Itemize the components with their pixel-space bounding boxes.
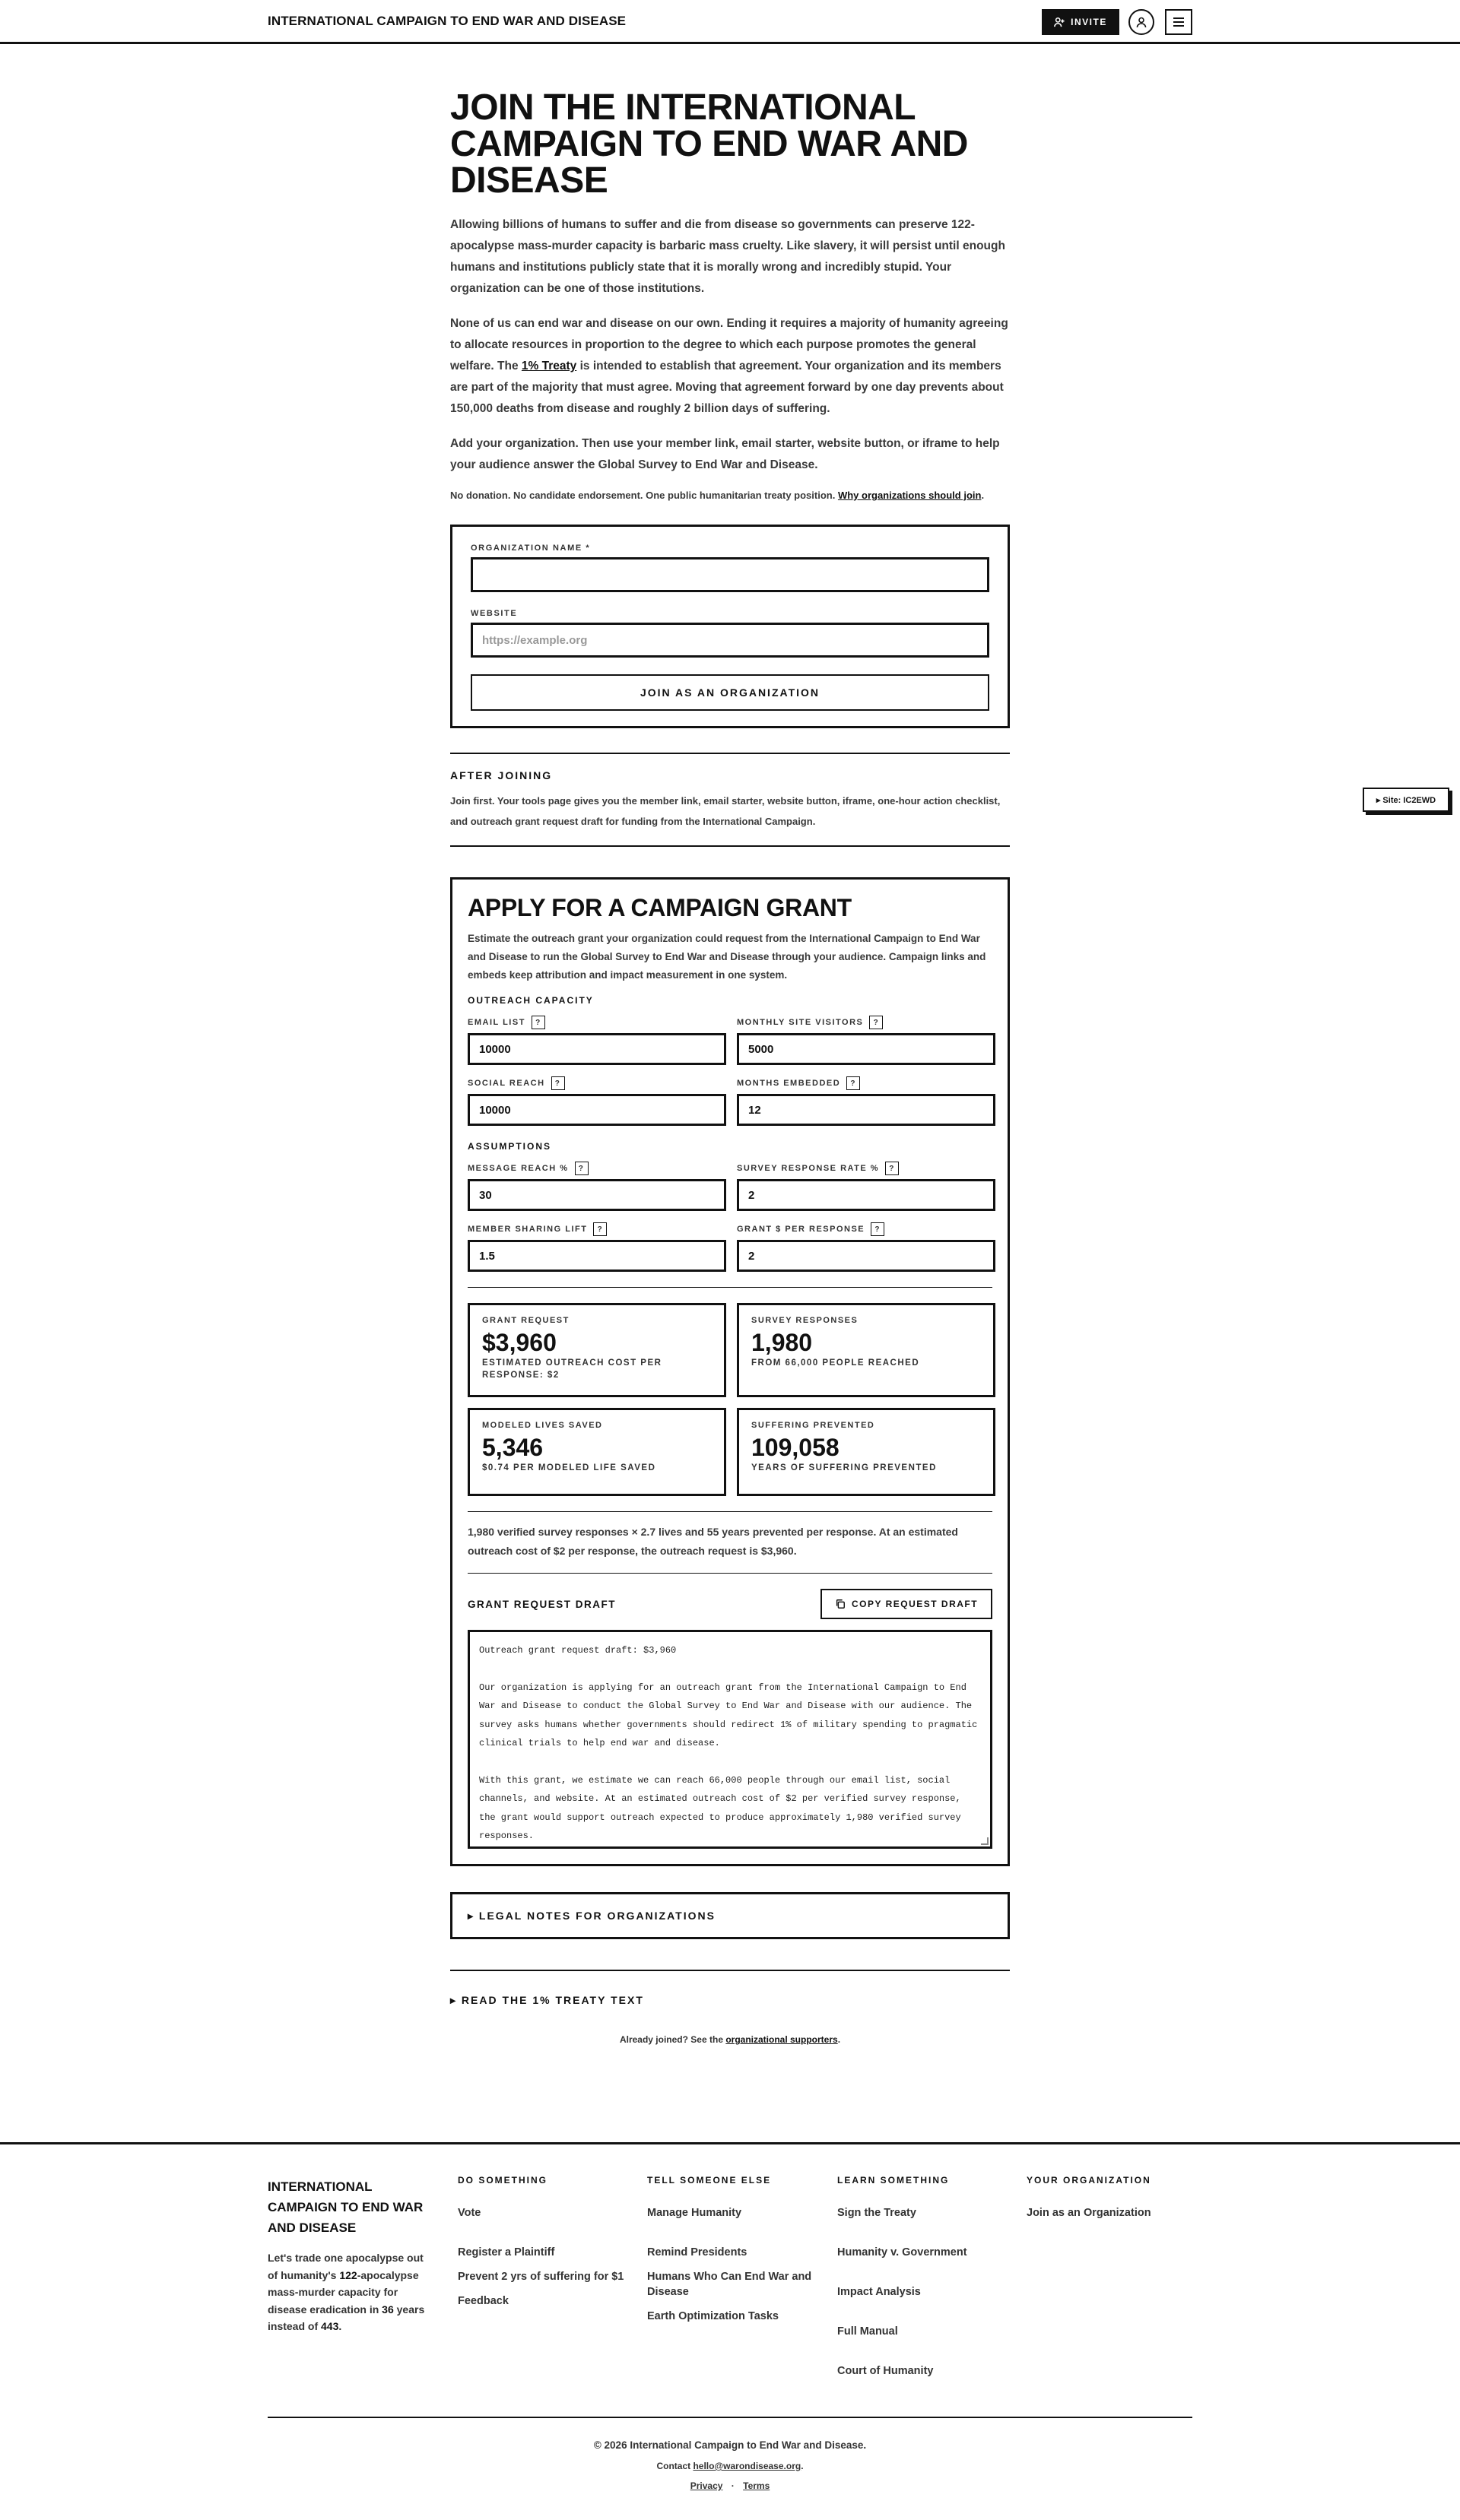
divider [450, 1970, 1010, 1971]
legal-links [0, 2480, 1460, 2491]
help-icon[interactable]: ? [593, 1222, 607, 1236]
website-label: WEBSITE [471, 609, 518, 618]
footer-brand[interactable]: INTERNATIONAL CAMPAIGN TO END WAR AND DISEASE [268, 2179, 424, 2235]
site-badge[interactable]: ▸ Site: IC2EWD [1363, 788, 1449, 812]
grant-calculator [450, 877, 1010, 1866]
grant-request-label: GRANT REQUEST [482, 1316, 570, 1325]
help-icon[interactable]: ? [885, 1162, 899, 1175]
after-joining-text: Join first. Your tools page gives you the member link, email starter, website button, iframe, one-hour action checklist, and outreach grant request draft for funding from the International Campaign. [450, 795, 1001, 827]
footer-col-title: YOUR ORGANIZATION [1027, 2175, 1151, 2186]
resize-handle-icon[interactable] [981, 1837, 989, 1845]
footer-tagline [268, 2249, 427, 2335]
footer-col-title: LEARN SOMETHING [837, 2175, 950, 2186]
lives-saved-label: MODELED LIVES SAVED [482, 1421, 603, 1430]
suffering-card [737, 1408, 995, 1496]
email-list-input[interactable] [468, 1033, 726, 1065]
suffering-value: 109,058 [751, 1434, 840, 1461]
invite-label: INVITE [1071, 17, 1107, 27]
suffering-label: SUFFERING PREVENTED [751, 1421, 875, 1430]
monthly-visitors-field [737, 1015, 995, 1065]
monthly-visitors-input[interactable] [737, 1033, 995, 1065]
intro-paragraph-3: Add your organization. Then use your member link, email starter, website button, or iframe to help your audience answer the Global Survey to End War and Disease. [450, 437, 1000, 471]
draft-paragraph-2: With this grant, we estimate we can reach 66,000 people through our email list, social channels, and website. At an estimated outreach cost of $2 per verified survey response, the grant would support outreach expected to produce approximately 1,980 verified survey responses. [479, 1774, 966, 1841]
contact-email-link[interactable]: hello@warondisease.org [693, 2461, 801, 2471]
lives-saved-card [468, 1408, 726, 1496]
account-button[interactable] [1128, 9, 1154, 35]
already-joined-note [450, 2034, 1010, 2045]
draft-header [468, 1589, 992, 1619]
help-icon[interactable]: ? [532, 1016, 545, 1029]
intro-paragraph-2 [450, 313, 1010, 420]
email-list-field [468, 1015, 726, 1065]
sharing-lift-input[interactable] [468, 1240, 726, 1272]
site-footer [0, 2142, 1460, 2520]
grant-description: Estimate the outreach grant your organization could request from the International Campaign to End War and Disease to run the Global Survey to End War and Disease through your audience. Campaign links and embeds keep attribution and impact measurement in one system. [468, 933, 986, 981]
results-grid [468, 1303, 992, 1496]
after-joining-title: AFTER JOINING [450, 769, 553, 781]
privacy-link[interactable]: Privacy [690, 2480, 723, 2491]
help-icon[interactable]: ? [869, 1016, 883, 1029]
footer-col-your-organization [1027, 2175, 1201, 2220]
footer-link[interactable]: Feedback [458, 2295, 509, 2307]
treaty-text-toggle[interactable]: ▸ READ THE 1% TREATY TEXT [450, 1994, 644, 2006]
page-title: JOIN THE INTERNATIONAL CAMPAIGN TO END WAR AND DISEASE [450, 87, 968, 201]
join-form [450, 525, 1010, 728]
footer-col-tell-someone [647, 2175, 822, 2324]
survey-responses-label: SURVEY RESPONSES [751, 1316, 859, 1325]
menu-button[interactable] [1165, 9, 1192, 35]
message-reach-input[interactable] [468, 1179, 726, 1211]
invite-button[interactable] [1042, 9, 1119, 35]
assumptions-label: ASSUMPTIONS [468, 1141, 552, 1152]
intro-p2-before: None of us can end war and disease on our own. Ending it requires a majority of humanity agreeing to allocate resources in proportion to the degree to which each purpose promotes the general welfare. The [450, 317, 1008, 372]
monthly-visitors-label: MONTHLY SITE VISITORS [737, 1018, 864, 1027]
copy-icon [835, 1599, 846, 1609]
lives-saved-sub: $0.74 PER MODELED LIFE SAVED [482, 1463, 656, 1472]
help-icon[interactable]: ? [551, 1076, 565, 1090]
footer-link[interactable]: Court of Humanity [837, 2365, 934, 2377]
help-icon[interactable]: ? [846, 1076, 860, 1090]
tag-number: 443 [321, 2320, 339, 2332]
already-after: . [837, 2034, 841, 2045]
copyright: © 2026 International Campaign to End War and Disease. [593, 2439, 867, 2451]
legal-notes-toggle[interactable]: ▸ LEGAL NOTES FOR ORGANIZATIONS [450, 1892, 1010, 1939]
website-input[interactable] [471, 623, 989, 658]
sharing-lift-label: MEMBER SHARING LIFT [468, 1225, 588, 1234]
contact-line [0, 2461, 1460, 2471]
message-reach-label: MESSAGE REACH % [468, 1164, 569, 1173]
survey-rate-label: SURVEY RESPONSE RATE % [737, 1164, 880, 1173]
footer-link[interactable]: Join as an Organization [1027, 2207, 1151, 2219]
impact-summary: 1,980 verified survey responses × 2.7 lives and 55 years prevented per response. At an estimated outreach cost of $2 per response, the outreach request is $3,960. [468, 1526, 958, 1557]
grant-title: APPLY FOR A CAMPAIGN GRANT [468, 894, 852, 921]
divider [468, 1511, 992, 1512]
grant-request-card [468, 1303, 726, 1397]
join-note [450, 488, 1010, 503]
social-reach-input[interactable] [468, 1094, 726, 1126]
survey-responses-value: 1,980 [751, 1329, 813, 1356]
footer-link[interactable]: Sign the Treaty [837, 2207, 916, 2219]
footer-link[interactable]: Earth Optimization Tasks [647, 2310, 779, 2322]
footer-link[interactable]: Impact Analysis [837, 2286, 921, 2298]
footer-link[interactable]: Register a Plaintiff [458, 2246, 555, 2258]
site-header [0, 0, 1460, 44]
copy-draft-label: COPY REQUEST DRAFT [851, 1599, 979, 1609]
footer-divider [268, 2417, 1192, 2418]
footer-link[interactable]: Remind Presidents [647, 2246, 747, 2258]
capacity-fields [468, 1015, 992, 1126]
separator: · [731, 2480, 735, 2491]
after-joining-section [450, 754, 1010, 845]
footer-link[interactable]: Vote [458, 2207, 481, 2219]
lives-saved-value: 5,346 [482, 1434, 544, 1461]
intro-p2-after: is intended to establish that agreement. Your organization and its members are part of the majority that must agree. Moving that agreement forward by one day prevents about 150,000 deaths from disease and roughly 2 billion days of suffering. [450, 360, 1004, 415]
tag-number: 122 [339, 2268, 357, 2281]
draft-paragraph-1: Our organization is applying for an outreach grant from the International Campaign to End War and Disease to conduct the Global Survey to End War and Disease with our audience. The survey asks humans whether governments should redirect 1% of military spending to pragmatic clinical trials to help end war and disease. [479, 1682, 983, 1748]
grant-request-sub: ESTIMATED OUTREACH COST PER RESPONSE: $2 [482, 1358, 662, 1380]
why-join-link[interactable]: Why organizations should join [837, 490, 982, 501]
draft-line-1: Outreach grant request draft: $3,960 [479, 1645, 677, 1656]
grant-per-response-label: GRANT $ PER RESPONSE [737, 1225, 865, 1234]
already-before: Already joined? See the [619, 2034, 726, 2045]
tag-part: Let's trade one apocalypse out of humanity's [268, 2252, 424, 2281]
divider [450, 845, 1010, 847]
footer-link[interactable]: Humanity v. Government [837, 2246, 967, 2258]
help-icon[interactable]: ? [575, 1162, 589, 1175]
sharing-lift-field [468, 1222, 726, 1272]
site-brand[interactable]: INTERNATIONAL CAMPAIGN TO END WAR AND DISEASE [268, 14, 627, 28]
assumption-fields [468, 1161, 992, 1272]
intro-paragraph-1: Allowing billions of humans to suffer and die from disease so governments can preserve 122-apocalypse mass-murder capacity is barbaric mass cruelty. Like slavery, it will persist until enough humans and institutions publicly state that it is morally wrong and incredibly stupid. Your organization can be one of those institutions. [450, 218, 1005, 295]
tag-part: years instead of [268, 2303, 425, 2332]
survey-rate-field [737, 1161, 995, 1211]
footer-col-title: TELL SOMEONE ELSE [647, 2175, 772, 2186]
tag-part: . [338, 2320, 342, 2332]
grant-request-value: $3,960 [482, 1329, 557, 1356]
tag-part: -apocalypse mass-murder capacity for disease eradication in [268, 2268, 419, 2316]
divider [468, 1287, 992, 1288]
footer-link[interactable]: Full Manual [837, 2325, 898, 2338]
draft-textarea[interactable] [468, 1630, 992, 1849]
grant-per-response-input[interactable] [737, 1240, 995, 1272]
survey-responses-card [737, 1303, 995, 1397]
survey-rate-input[interactable] [737, 1179, 995, 1211]
outreach-capacity-label: OUTREACH CAPACITY [468, 995, 594, 1006]
hamburger-menu-icon [1173, 17, 1184, 27]
tag-number: 36 [382, 2303, 394, 2316]
email-list-label: EMAIL LIST [468, 1018, 525, 1027]
months-embedded-field [737, 1076, 995, 1126]
footer-link[interactable]: Humans Who Can End War and Disease [647, 2271, 812, 2298]
note-end: . [981, 490, 985, 501]
footer-col-learn-something [837, 2175, 1012, 2379]
months-embedded-input[interactable] [737, 1094, 995, 1126]
message-reach-field [468, 1161, 726, 1211]
draft-title: GRANT REQUEST DRAFT [468, 1598, 616, 1610]
org-name-input[interactable] [471, 557, 989, 592]
org-name-label: ORGANIZATION NAME * [471, 544, 591, 553]
user-circle-icon [1135, 16, 1147, 28]
grant-per-response-field [737, 1222, 995, 1272]
footer-col-title: DO SOMETHING [458, 2175, 548, 2186]
footer-col-do-something [458, 2175, 633, 2309]
contact-text: Contact [656, 2461, 694, 2471]
join-organization-button[interactable]: JOIN AS AN ORGANIZATION [471, 674, 989, 711]
supporters-link[interactable]: organizational supporters [725, 2034, 838, 2045]
footer-link[interactable]: Prevent 2 yrs of suffering for $1 [458, 2271, 624, 2283]
treaty-link[interactable]: 1% Treaty [521, 360, 577, 372]
divider [468, 1573, 992, 1574]
social-reach-field [468, 1076, 726, 1126]
note-text: No donation. No candidate endorsement. One public humanitarian treaty position. [450, 490, 838, 501]
suffering-sub: YEARS OF SUFFERING PREVENTED [751, 1463, 937, 1472]
survey-responses-sub: FROM 66,000 PEOPLE REACHED [751, 1358, 920, 1368]
contact-text: . [801, 2461, 804, 2471]
user-plus-icon [1054, 17, 1065, 27]
main-content [450, 87, 1010, 2045]
help-icon[interactable]: ? [871, 1222, 884, 1236]
social-reach-label: SOCIAL REACH [468, 1079, 545, 1088]
terms-link[interactable]: Terms [743, 2480, 770, 2491]
months-embedded-label: MONTHS EMBEDDED [737, 1079, 841, 1088]
footer-link[interactable]: Manage Humanity [647, 2207, 742, 2219]
copy-draft-button[interactable] [820, 1589, 992, 1619]
